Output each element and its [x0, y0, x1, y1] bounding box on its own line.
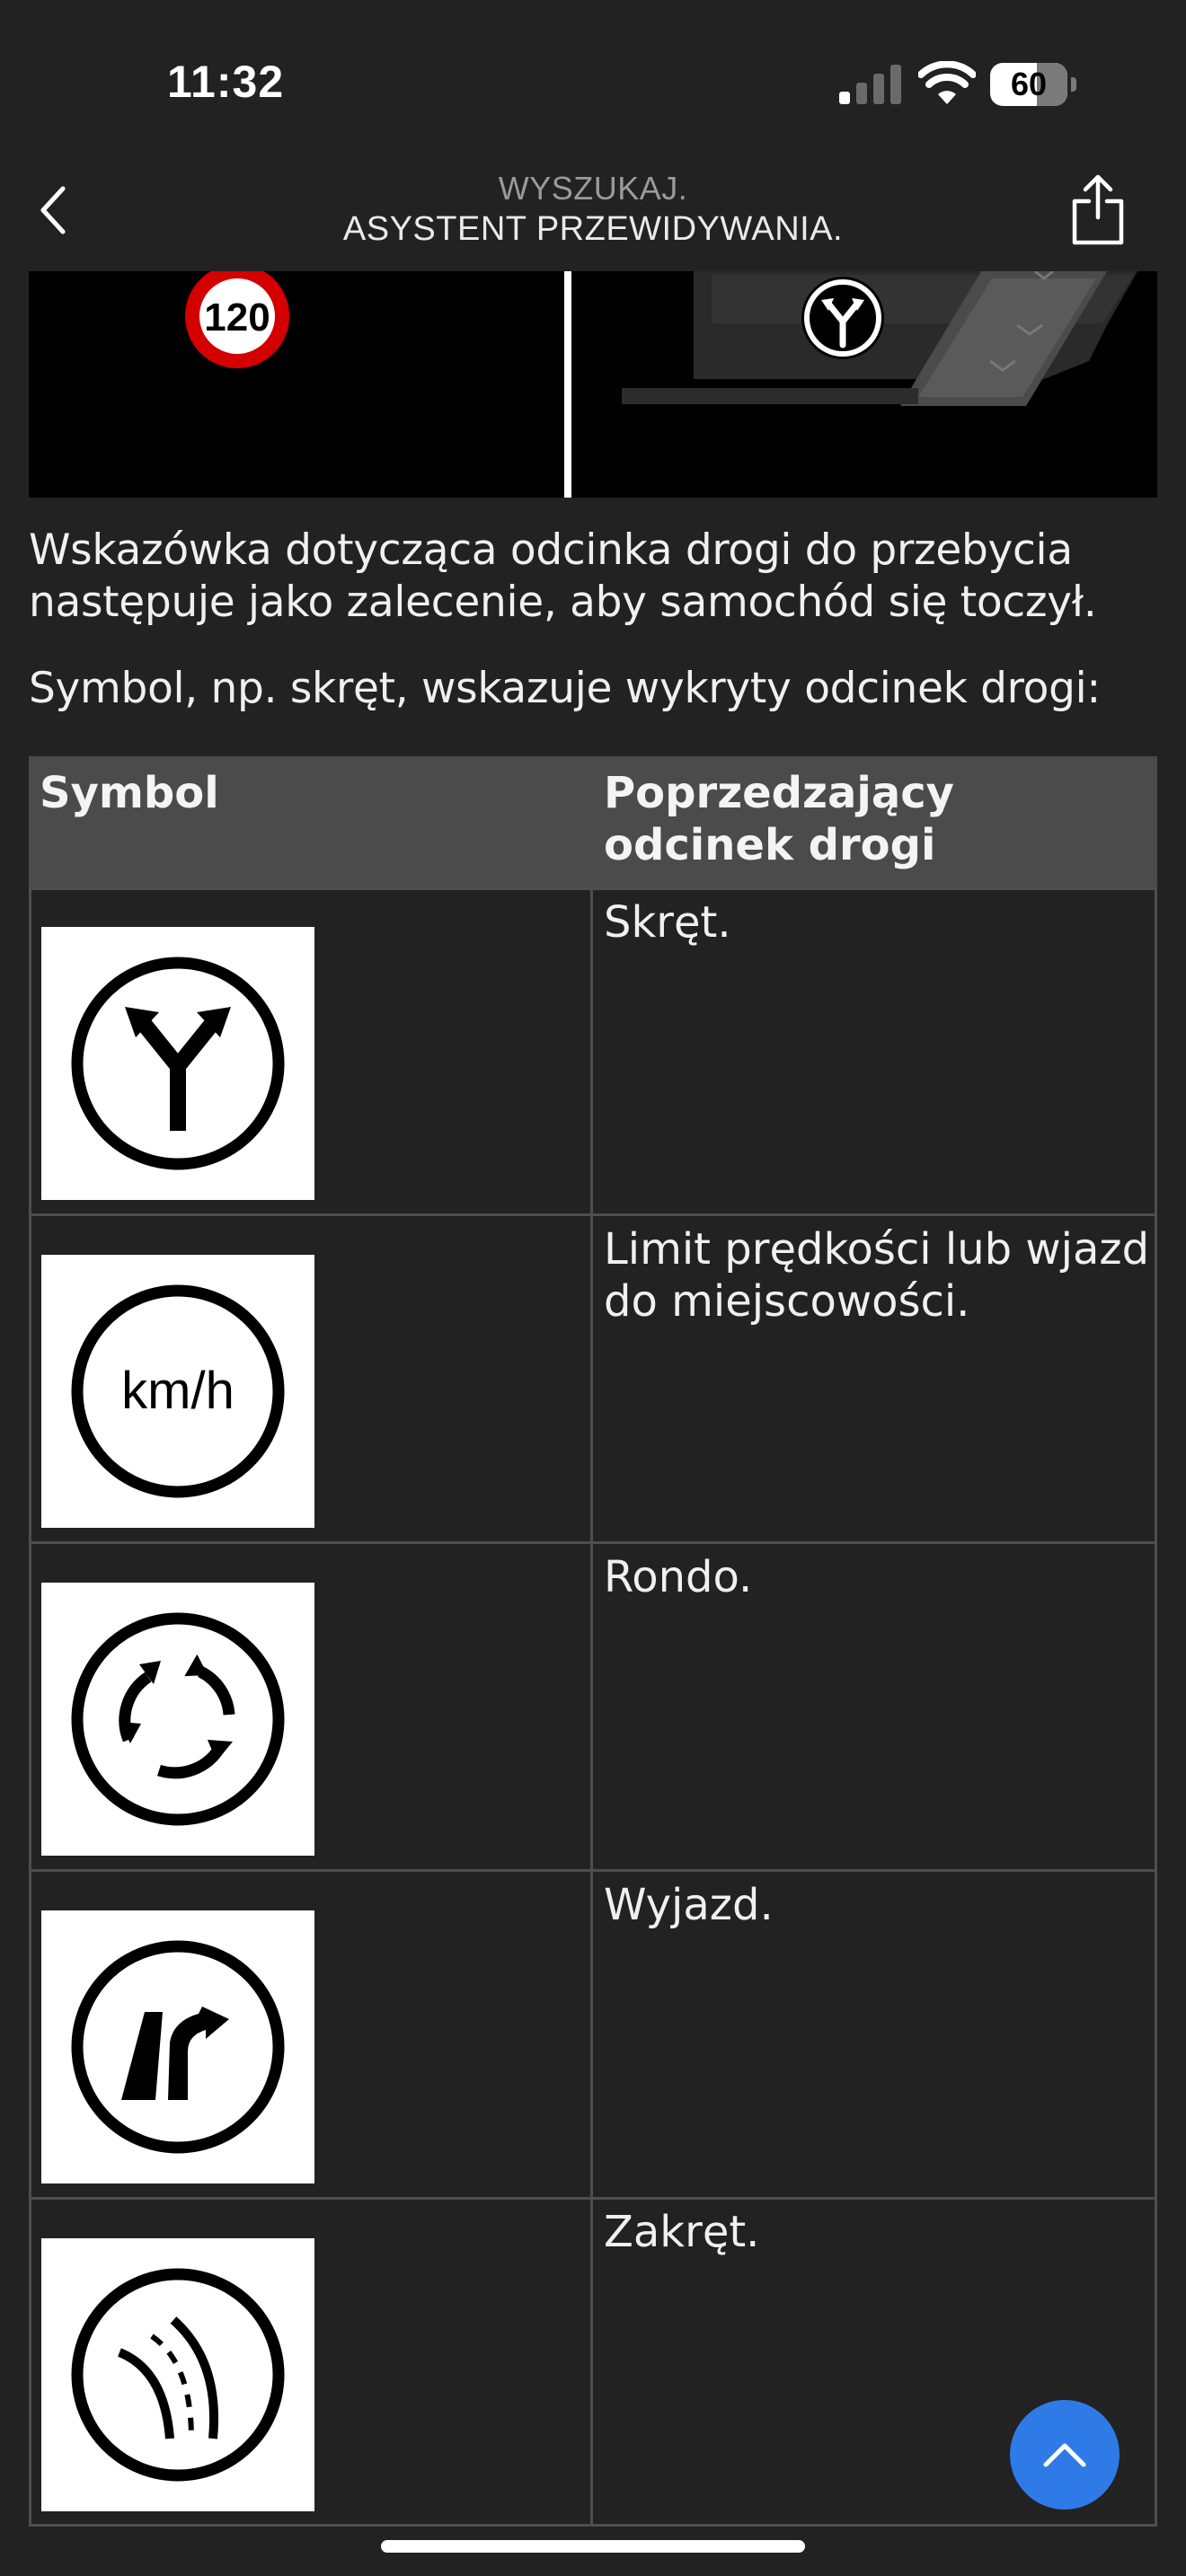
share-button[interactable]	[1066, 172, 1130, 248]
exit-sign-icon	[66, 1935, 290, 2159]
paragraph-symbol-intro: Symbol, np. skręt, wskazuje wykryty odcinek drogi:	[29, 664, 1101, 713]
table-row-label: Limit prędkości lub wjazd do miejscowości.	[604, 1224, 1150, 1327]
header-titles	[180, 169, 1006, 250]
signal-icon	[839, 65, 902, 104]
table-row-symbol	[41, 1255, 314, 1528]
paragraph-recommendation: Wskazówka dotycząca odcinka drogi do przebycia następuje jako zalecenie, aby samochód się toczył.	[29, 525, 1097, 627]
battery-level: 60	[1010, 66, 1048, 102]
curve-sign-icon	[66, 2263, 290, 2487]
chevron-up-icon	[1042, 2441, 1087, 2468]
table-row-label: Zakręt.	[604, 2207, 760, 2257]
fork-turn-sign-icon	[66, 951, 290, 1176]
speed-limit-kmh-sign-icon	[66, 1279, 290, 1504]
table-row-symbol	[41, 927, 314, 1200]
page-title: ASYSTENT PRZEWIDYWANIA.	[342, 210, 844, 248]
speed-limit-sign-icon	[185, 271, 289, 368]
svg-text:km/h: km/h	[121, 1362, 235, 1420]
wifi-icon	[918, 61, 976, 106]
home-indicator	[381, 2540, 805, 2553]
column-header-symbol: Symbol	[40, 768, 219, 818]
battery-icon	[990, 63, 1076, 106]
table-row-symbol	[41, 1910, 314, 2183]
fork-sign-icon	[801, 277, 884, 359]
share-icon	[1066, 172, 1130, 248]
roundabout-sign-icon	[66, 1607, 290, 1831]
chevron-left-icon	[36, 183, 72, 237]
status-bar	[0, 0, 1186, 162]
svg-text:120: 120	[204, 296, 270, 340]
table-row-label: Wyjazd.	[604, 1880, 774, 1930]
table-row-symbol	[41, 1583, 314, 1856]
table-row-label: Skręt.	[604, 897, 731, 948]
table-header	[29, 756, 1157, 887]
nav-header	[0, 162, 1186, 269]
table-row-symbol	[41, 2238, 314, 2511]
status-time: 11:32	[167, 57, 285, 107]
scroll-top-button[interactable]	[1010, 2400, 1120, 2510]
back-button[interactable]	[25, 181, 83, 239]
column-header-section: Poprzedzający odcinek drogi	[604, 768, 954, 870]
header-subtitle: WYSZUKAJ.	[498, 170, 688, 207]
hero-image	[29, 271, 1157, 498]
table-row-label: Rondo.	[604, 1552, 753, 1602]
